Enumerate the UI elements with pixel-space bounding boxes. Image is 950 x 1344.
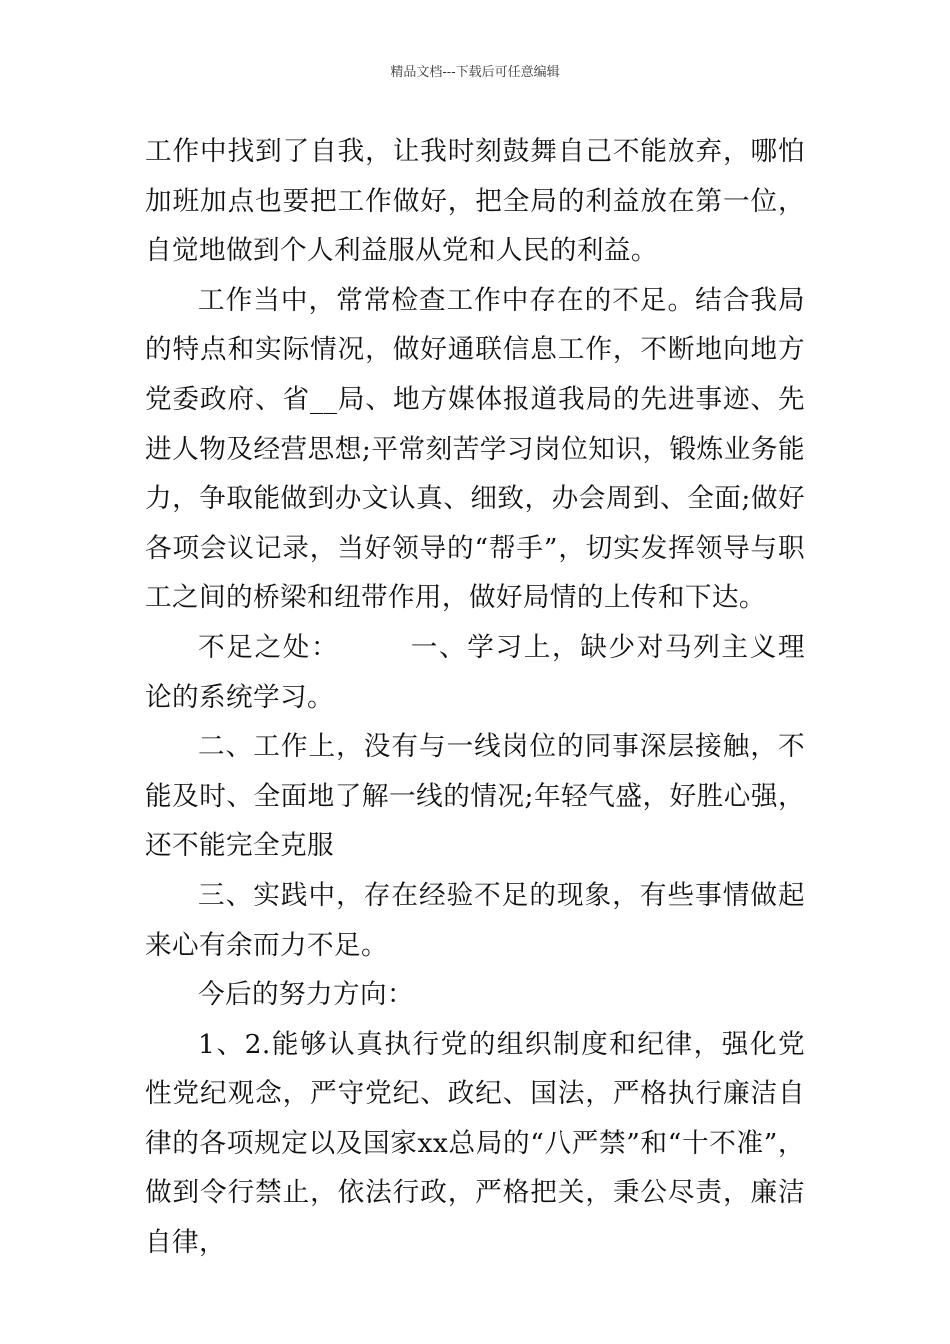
page-header: 精品文档---下载后可任意编辑	[390, 65, 560, 80]
paragraph-continuation: 工作中找到了自我，让我时刻鼓舞自己不能放弃，哪怕加班加点也要把工作做好，把全局的利益放在第一位，自觉地做到个人利益服从党和人民的利益。	[145, 136, 805, 267]
paragraph-future-one: 1、2.能够认真执行党的组织制度和纪律，强化党性党纪观念，严守党纪、政纪、国法，严格执行廉洁自律的各项规定以及国家xx总局的“八严禁”和“十不准”，做到令行禁止，依法行政，严格把关，秉公尽责，廉洁自律，	[145, 1028, 805, 1259]
paragraph-shortcoming-two: 二、工作上，没有与一线岗位的同事深层接触，不能及时、全面地了解一线的情况;年轻气盛，好胜心强，还不能完全克服	[145, 731, 805, 862]
paragraph-work: 工作当中，常常检查工作中存在的不足。结合我局的特点和实际情况，做好通联信息工作，不断地向地方党委政府、省__局、地方媒体报道我局的先进事迹、先进人物及经营思想;平常刻苦学习岗位知识，锻炼业务能力，争取能做到办文认真、细致，办会周到、全面;做好各项会议记录，当好领导的“帮手”，切实发挥领导与职工之间的桥梁和纽带作用，做好局情的上传和下达。	[145, 284, 805, 614]
paragraph-shortcoming-three: 三、实践中，存在经验不足的现象，有些事情做起来心有余而力不足。	[145, 879, 805, 961]
paragraph-future-heading: 今后的努力方向：	[198, 979, 414, 1011]
paragraph-shortcomings: 不足之处： 一、学习上，缺少对马列主义理论的系统学习。	[145, 631, 805, 713]
document-body	[145, 127, 805, 1268]
